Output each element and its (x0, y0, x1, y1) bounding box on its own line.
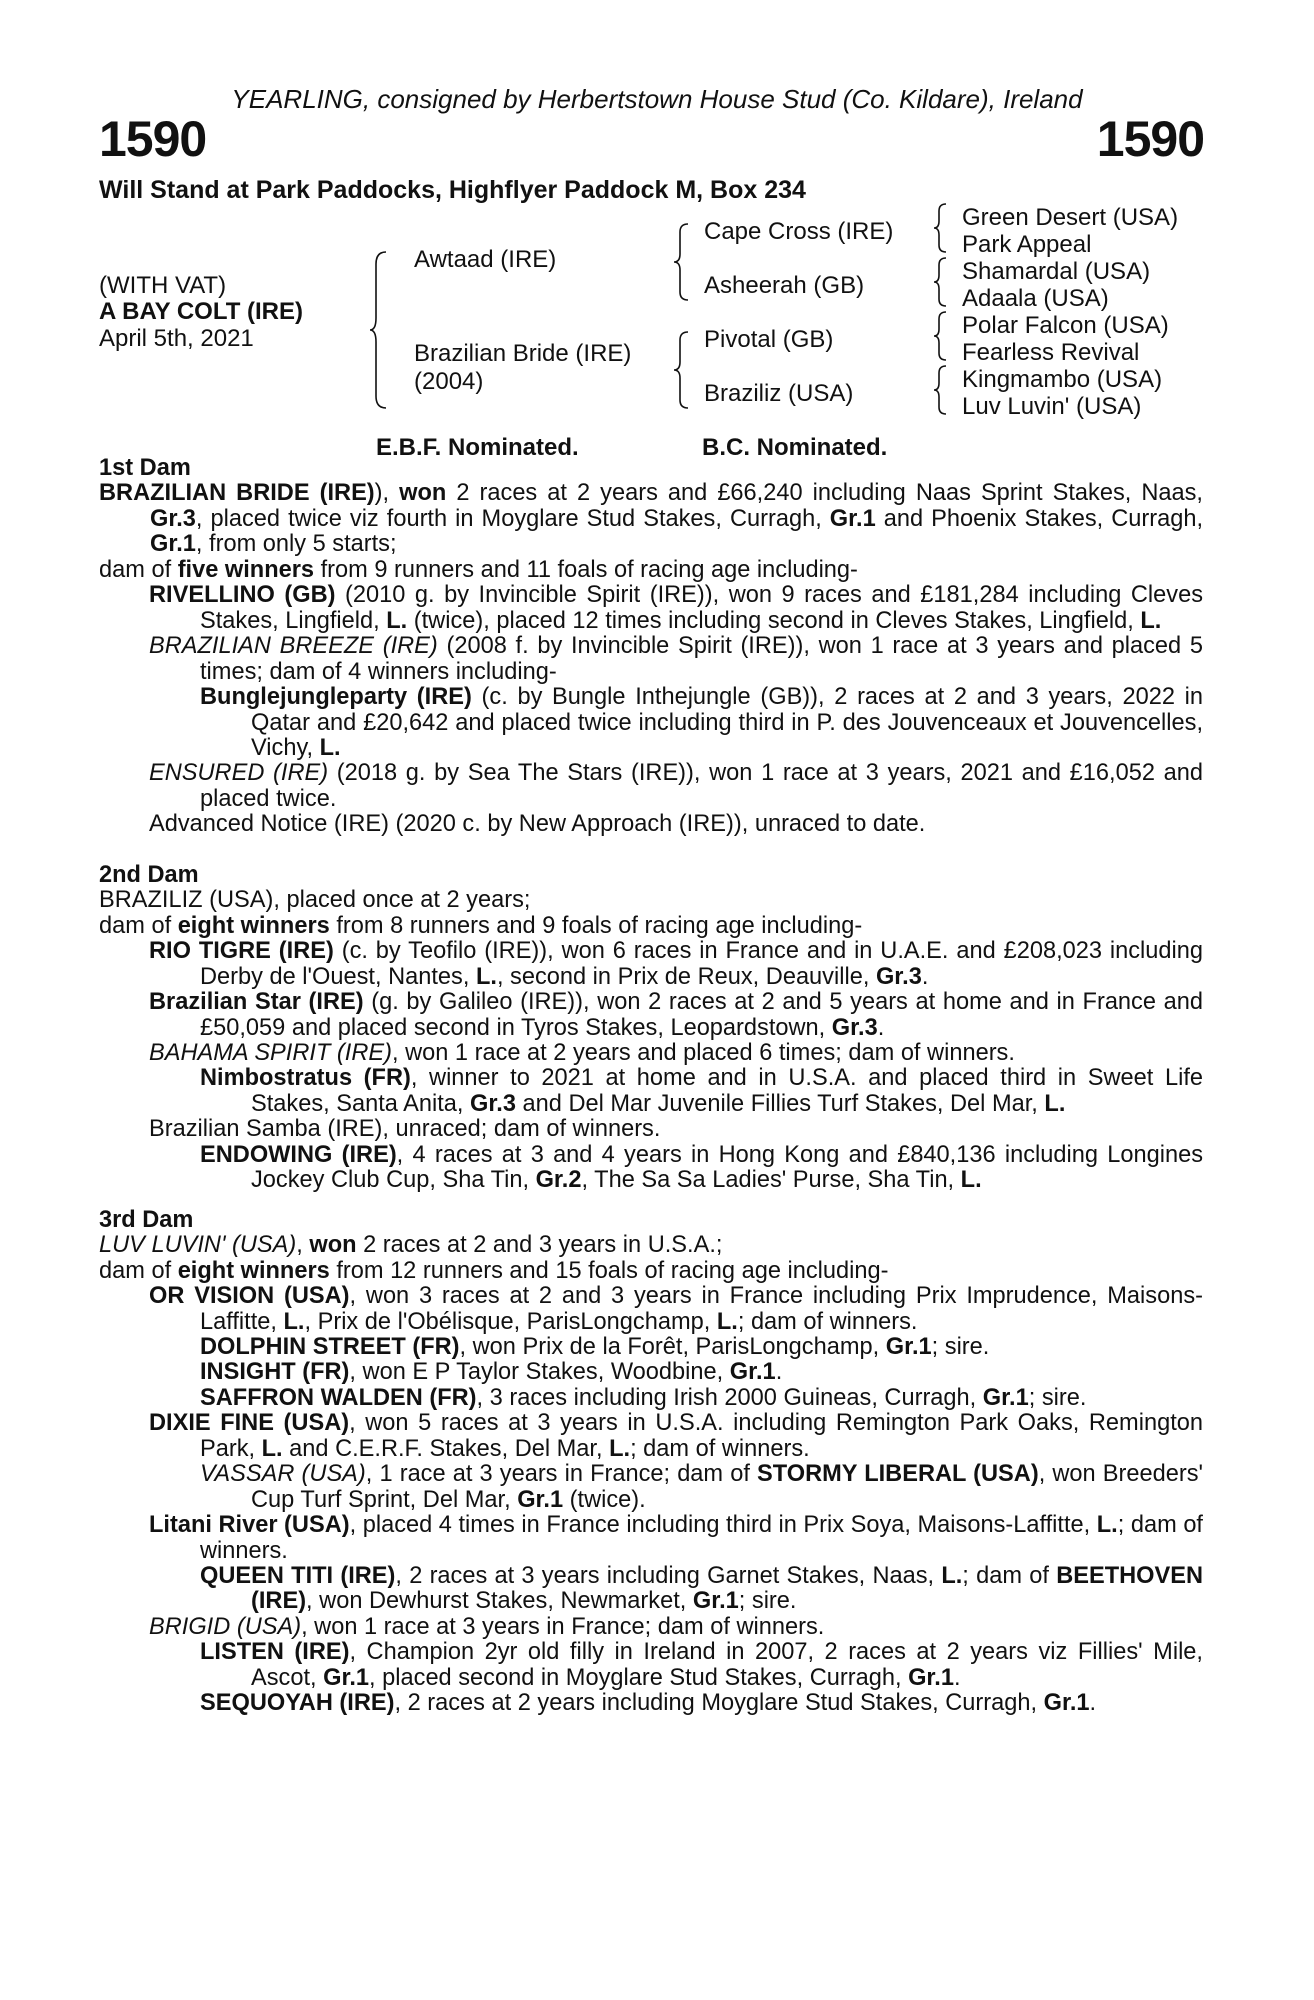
bold-text: Gr.1 (517, 1486, 564, 1513)
bold-text: won (399, 480, 447, 507)
pedigree-gg-1: Green Desert (USA) (962, 204, 1179, 231)
bold-text: ENDOWING (IRE) (200, 1141, 397, 1168)
bold-text: L. (1140, 607, 1162, 634)
bold-text: Gr.1 (692, 1588, 739, 1615)
progeny-entry (99, 685, 1203, 761)
bold-text: BRAZILIAN BRIDE (IRE) (99, 480, 375, 507)
text-run: 2 races at 2 and 3 years in U.S.A.; (356, 1232, 723, 1259)
bold-text: Gr.1 (1043, 1690, 1090, 1717)
bold-text: BEETHOVEN (IRE) (251, 1563, 1204, 1615)
bold-text: L. (386, 607, 408, 634)
bold-text: eight winners (177, 1257, 330, 1284)
text-run: , 4 races at 3 and 4 years in Hong Kong and £840,136 including Longines Jockey Club Cup, Sha Tin, (251, 1141, 1203, 1194)
bold-text: Gr.3 (470, 1090, 516, 1117)
pedigree-dam: Brazilian Bride (IRE) (414, 340, 632, 367)
text-run: . (775, 1359, 783, 1386)
text-run: (2010 g. by Invincible Spirit (IRE)), won 9 races and £181,284 including Cleves Stakes, Lingfield, (200, 582, 1203, 634)
progeny-entry (99, 812, 1203, 837)
progeny-entry (99, 1564, 1203, 1615)
italic-text: LUV LUVIN' (USA) (99, 1232, 297, 1259)
progeny-entry (99, 1041, 1203, 1066)
bold-text: QUEEN TITI (IRE) (200, 1563, 396, 1590)
bold-text: DOLPHIN STREET (FR) (200, 1333, 460, 1360)
text-run: . (921, 963, 929, 990)
progeny-entry (99, 1615, 1203, 1640)
first-dam-produce (99, 558, 1203, 583)
progeny-entry (99, 634, 1203, 685)
bold-text: OR VISION (USA) (149, 1283, 350, 1310)
third-dam-produce (99, 1259, 1203, 1284)
catalogue-body (99, 456, 1203, 1717)
text-run: , placed 4 times in France including third in Prix Soya, Maisons-Laffitte, (349, 1512, 1097, 1539)
progeny-entry (99, 1066, 1203, 1117)
italic-text: BRIGID (USA) (149, 1613, 302, 1640)
text-run: , won 1 race at 3 years in France; dam of winners. (301, 1613, 825, 1640)
horse-dob: April 5th, 2021 (99, 325, 254, 352)
progeny-entry (99, 583, 1203, 634)
bold-text: Gr.1 (829, 505, 876, 532)
text-run: , placed second in Moyglare Stud Stakes, Curragh, (369, 1664, 909, 1691)
text-run: (c. by Bungle Inthejungle (GB)), 2 races at 2 and 3 years, 2022 in Qatar and £20,642 and placed twice including third in P. des Jouvenceaux et Jouvencelles, Vichy, (251, 684, 1203, 761)
first-dam-heading: 1st Dam (99, 455, 191, 481)
progeny-entry (99, 761, 1203, 812)
consignor-subtitle: YEARLING, consigned by Herbertstown House Stud (Co. Kildare), Ireland (231, 84, 1083, 114)
pedigree-sire-dam: Asheerah (GB) (704, 272, 865, 299)
text-run: , 3 races including Irish 2000 Guineas, Curragh, (476, 1384, 983, 1411)
bold-text: RIO TIGRE (IRE) (149, 938, 334, 965)
text-run: ; dam of winners. (200, 1512, 1203, 1564)
text-run: and C.E.R.F. Stakes, Del Mar, (282, 1435, 610, 1462)
bold-text: eight winners (177, 912, 330, 939)
pedigree-sire-sire: Cape Cross (IRE) (704, 218, 894, 245)
text-run: ; dam of (962, 1563, 1057, 1590)
bold-text: Gr.1 (885, 1333, 932, 1360)
text-run: from 9 runners and 11 foals of racing age including- (314, 556, 858, 583)
bold-text: Brazilian Star (IRE) (149, 989, 364, 1016)
text-run: BRAZILIZ (USA), placed once at 2 years; (99, 887, 531, 914)
bc-nomination: B.C. Nominated. (702, 434, 888, 461)
text-run: and Phoenix Stakes, Curragh, (875, 505, 1204, 532)
bold-text: STORMY LIBERAL (USA) (757, 1461, 1039, 1488)
text-run: , won Prix de la Forêt, ParisLongchamp, (459, 1333, 886, 1360)
italic-text: BAHAMA SPIRIT (IRE) (149, 1039, 392, 1066)
bold-text: SAFFRON WALDEN (FR) (200, 1384, 477, 1411)
text-run: , won 5 races at 3 years in U.S.A. including Remington Park Oaks, Remington Park, (200, 1410, 1203, 1462)
text-run: dam of (99, 912, 178, 939)
bold-text: Nimbostratus (FR) (200, 1065, 411, 1092)
second-dam-heading: 2nd Dam (99, 861, 199, 888)
bold-text: Gr.1 (982, 1384, 1029, 1411)
text-run: , second in Prix de Reux, Deauville, (496, 963, 876, 990)
bold-text: won (309, 1232, 357, 1259)
text-run: , winner to 2021 at home and in U.S.A. and placed third in Sweet Life Stakes, Santa Anita, (251, 1065, 1203, 1117)
text-run: (2018 g. by Sea The Stars (IRE)), won 1 race at 3 years, 2021 and £16,052 and placed twice. (200, 760, 1204, 812)
text-run: (g. by Galileo (IRE)), won 2 races at 2 and 5 years at home and in France and £50,059 and placed second in Tyros Stakes, Leopardstown, (200, 989, 1203, 1041)
text-run: 2 races at 2 years and £66,240 including Naas Sprint Stakes, Naas, (446, 480, 1203, 507)
text-run: ; sire. (931, 1333, 990, 1360)
pedigree-dam-year: (2004) (414, 368, 484, 395)
text-run: ; dam of winners. (737, 1308, 918, 1335)
pedigree-gg-2: Park Appeal (962, 231, 1092, 258)
pedigree-dam-sire: Pivotal (GB) (704, 326, 834, 353)
text-run: and Del Mar Juvenile Fillies Turf Stakes, Del Mar, (515, 1090, 1045, 1117)
progeny-entry (99, 1360, 1203, 1385)
bold-text: L. (609, 1435, 631, 1462)
text-run: . (1089, 1690, 1097, 1717)
progeny-entry (99, 1117, 1203, 1142)
bold-text: L. (1044, 1090, 1066, 1117)
progeny-entry (99, 1386, 1203, 1411)
ebf-nomination: E.B.F. Nominated. (376, 434, 579, 461)
text-run: , 2 races at 3 years including Garnet Stakes, Naas, (395, 1563, 942, 1590)
bold-text: L. (319, 734, 341, 761)
bold-text: Gr.1 (908, 1664, 954, 1691)
bold-text: Gr.3 (831, 1014, 878, 1041)
bold-text: L. (716, 1308, 738, 1335)
bold-text: LISTEN (IRE) (200, 1639, 350, 1666)
progeny-entry (99, 1284, 1203, 1335)
bold-text: Litani River (USA) (149, 1512, 350, 1539)
pedigree-brace-g2 (934, 256, 950, 308)
bold-text: Bunglejungleparty (IRE) (200, 684, 472, 711)
text-run: , The Sa Sa Ladies' Purse, Sha Tin, (581, 1167, 961, 1194)
text-run: ), (374, 480, 400, 507)
progeny-entry (99, 1691, 1203, 1716)
progeny-entry (99, 1335, 1203, 1360)
bold-text: Gr.1 (150, 531, 196, 558)
first-dam-entry (99, 481, 1203, 557)
pedigree-gg-6: Fearless Revival (962, 339, 1140, 366)
text-run: , 2 races at 2 years including Moyglare Stud Stakes, Curragh, (394, 1690, 1044, 1717)
lot-number-left: 1590 (99, 111, 207, 167)
text-run: dam of (99, 1257, 178, 1284)
text-run: , won Dewhurst Stakes, Newmarket, (306, 1588, 693, 1615)
pedigree-gg-7: Kingmambo (USA) (962, 366, 1163, 393)
text-run: , won 1 race at 2 years and placed 6 times; dam of winners. (391, 1039, 1015, 1066)
second-dam-produce (99, 914, 1203, 939)
italic-text: ENSURED (IRE) (149, 760, 329, 787)
text-run: , placed twice viz fourth in Moyglare Stud Stakes, Curragh, (195, 505, 830, 532)
pedigree-dam-dam: Braziliz (USA) (704, 380, 854, 407)
text-run: from 12 runners and 15 foals of racing age including- (329, 1257, 889, 1284)
bold-text: L. (475, 963, 497, 990)
text-run: , Champion 2yr old filly in Ireland in 2007, 2 races at 2 years viz Fillies' Mile, Ascot, (251, 1639, 1203, 1691)
bold-text: five winners (177, 556, 315, 583)
pedigree-gg-8: Luv Luvin' (USA) (962, 393, 1142, 420)
bold-text: INSIGHT (FR) (200, 1359, 350, 1386)
text-run: Advanced Notice (IRE) (2020 c. by New Approach (IRE)), unraced to date. (149, 811, 926, 838)
pedigree-brace-sire (674, 222, 692, 302)
progeny-entry (99, 1143, 1203, 1194)
text-run: ; sire. (1028, 1384, 1087, 1411)
text-run: , won 3 races at 2 and 3 years in France including Prix Imprudence, Maisons-Laffitte, (200, 1283, 1203, 1335)
bold-text: Gr.2 (535, 1167, 582, 1194)
pedigree-brace-main (370, 250, 390, 410)
text-run: , won Breeders' Cup Turf Sprint, Del Mar, (251, 1461, 1204, 1513)
text-run: . (954, 1664, 961, 1691)
pedigree-brace-g3 (934, 310, 950, 362)
pedigree-gg-4: Adaala (USA) (962, 285, 1109, 312)
progeny-entry (99, 1411, 1203, 1462)
text-run: ; sire. (738, 1588, 797, 1615)
bold-text: L. (1096, 1512, 1118, 1539)
text-run: from 8 runners and 9 foals of racing age including- (329, 912, 863, 939)
pedigree-brace-dam (674, 330, 692, 410)
bold-text: DIXIE FINE (USA) (149, 1410, 350, 1437)
italic-text: VASSAR (USA) (200, 1461, 366, 1488)
text-run: dam of (99, 556, 178, 583)
third-dam-heading: 3rd Dam (99, 1206, 194, 1233)
vat-note: (WITH VAT) (99, 272, 227, 299)
text-run: Brazilian Samba (IRE), unraced; dam of winners. (149, 1116, 661, 1143)
text-run: , from only 5 starts; (195, 531, 397, 558)
bold-text: Gr.1 (323, 1664, 370, 1691)
pedigree-gg-3: Shamardal (USA) (962, 258, 1151, 285)
text-run: , won E P Taylor Stakes, Woodbine, (349, 1359, 730, 1386)
pedigree-brace-g4 (934, 364, 950, 416)
text-run: , (296, 1232, 310, 1259)
pedigree-gg-5: Polar Falcon (USA) (962, 312, 1169, 339)
progeny-entry (99, 990, 1203, 1041)
bold-text: SEQUOYAH (IRE) (200, 1690, 395, 1717)
second-dam-entry (99, 888, 1203, 913)
pedigree-brace-g1 (934, 202, 950, 254)
bold-text: L. (283, 1308, 305, 1335)
text-run: ; dam of winners. (630, 1435, 810, 1462)
bold-text: Gr.3 (875, 963, 922, 990)
bold-text: RIVELLINO (GB) (149, 582, 336, 609)
text-run: (twice). (563, 1486, 646, 1513)
bold-text: Gr.1 (729, 1359, 776, 1386)
italic-text: BRAZILIAN BREEZE (IRE) (149, 633, 438, 660)
bold-text: Gr.3 (150, 505, 196, 532)
text-run: . (877, 1014, 885, 1041)
progeny-entry (99, 1513, 1203, 1564)
text-run: , Prix de l'Obélisque, ParisLongchamp, (304, 1308, 717, 1335)
pedigree-sire: Awtaad (IRE) (414, 246, 557, 273)
text-run: (2008 f. by Invincible Spirit (IRE)), won 1 race at 3 years and placed 5 times; dam of 4 winners including- (200, 633, 1203, 685)
text-run: (c. by Teofilo (IRE)), won 6 races in France and in U.A.E. and £208,023 including Derby de l'Ouest, Nantes, (200, 938, 1203, 990)
progeny-entry (99, 1640, 1203, 1691)
horse-name: A BAY COLT (IRE) (99, 298, 304, 325)
text-run: (twice), placed 12 times including second in Cleves Stakes, Lingfield, (407, 607, 1141, 634)
progeny-entry (99, 1462, 1203, 1513)
progeny-entry (99, 939, 1203, 990)
stand-location: Will Stand at Park Paddocks, Highflyer Paddock M, Box 234 (99, 176, 806, 204)
bold-text: L. (941, 1563, 963, 1590)
text-run: , 1 race at 3 years in France; dam of (365, 1461, 758, 1488)
lot-number-right: 1590 (1096, 111, 1204, 167)
third-dam-entry (99, 1233, 1203, 1258)
bold-text: L. (261, 1435, 283, 1462)
bold-text: L. (960, 1167, 982, 1194)
